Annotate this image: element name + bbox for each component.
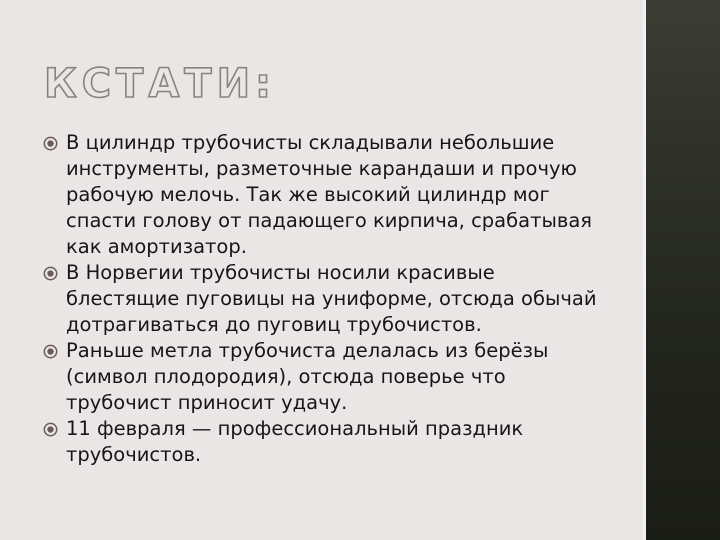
- list-item: [43, 130, 613, 260]
- slide-title: КСТАТИ:: [44, 61, 277, 107]
- radio-target-icon: [43, 422, 58, 437]
- bullet-text: В цилиндр трубочисты складывали небольшие инструменты, разметочные карандаши и прочую рабочую мелочь. Так же высокий цилиндр мог спасти голову от падающего кирпича, срабатывая как амортизатор.: [66, 131, 593, 258]
- list-item: [43, 416, 613, 468]
- radio-target-icon: [43, 344, 58, 359]
- bullet-text: Раньше метла трубочиста делалась из берёзы (символ плодородия), отсюда поверье что трубочист приносит удачу.: [66, 339, 549, 414]
- bullet-list: [43, 130, 613, 468]
- decorative-side-bar: [643, 0, 720, 540]
- radio-target-icon: [43, 266, 58, 281]
- radio-target-icon: [43, 136, 58, 151]
- bullet-text: В Норвегии трубочисты носили красивые блестящие пуговицы на униформе, отсюда обычай дотрагиваться до пуговиц трубочистов.: [66, 261, 597, 336]
- bullet-text: 11 февраля — профессиональный праздник трубочистов.: [66, 417, 524, 466]
- list-item: [43, 338, 613, 416]
- list-item: [43, 260, 613, 338]
